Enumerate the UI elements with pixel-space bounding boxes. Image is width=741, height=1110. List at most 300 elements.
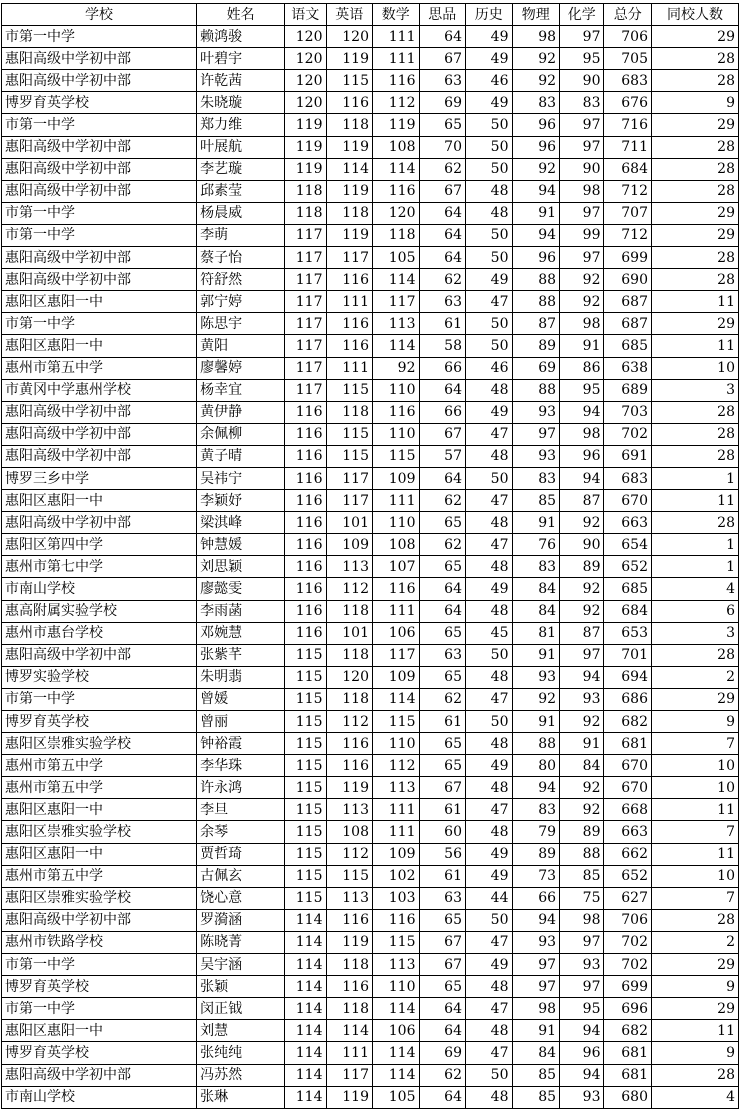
cell-chinese: 116 bbox=[285, 600, 326, 622]
cell-school: 市南山学校 bbox=[2, 1086, 197, 1108]
cell-english: 115 bbox=[326, 423, 373, 445]
cell-school: 惠阳高级中学初中部 bbox=[2, 136, 197, 158]
cell-school-count: 28 bbox=[652, 180, 739, 202]
cell-physics: 83 bbox=[512, 467, 560, 489]
cell-physics: 85 bbox=[512, 1064, 560, 1086]
cell-school: 惠阳高级中学初中部 bbox=[2, 401, 197, 423]
cell-english: 116 bbox=[326, 909, 373, 931]
cell-chinese: 114 bbox=[285, 976, 326, 998]
cell-english: 118 bbox=[326, 998, 373, 1020]
cell-chinese: 116 bbox=[285, 401, 326, 423]
cell-politics: 69 bbox=[419, 1042, 466, 1064]
table-row bbox=[2, 92, 739, 114]
cell-name: 张琳 bbox=[197, 1086, 285, 1108]
cell-chinese: 114 bbox=[285, 1042, 326, 1064]
cell-english: 117 bbox=[326, 467, 373, 489]
table-row bbox=[2, 291, 739, 313]
cell-history: 50 bbox=[466, 711, 513, 733]
cell-history: 47 bbox=[466, 688, 513, 710]
table-row bbox=[2, 26, 739, 48]
cell-chinese: 116 bbox=[285, 622, 326, 644]
cell-chemistry: 91 bbox=[560, 335, 604, 357]
table-row bbox=[2, 887, 739, 909]
cell-history: 49 bbox=[466, 26, 513, 48]
cell-total: 670 bbox=[604, 490, 652, 512]
cell-physics: 93 bbox=[512, 401, 560, 423]
cell-chemistry: 92 bbox=[560, 512, 604, 534]
cell-physics: 83 bbox=[512, 799, 560, 821]
cell-history: 49 bbox=[466, 401, 513, 423]
cell-politics: 70 bbox=[419, 136, 466, 158]
cell-total: 652 bbox=[604, 865, 652, 887]
cell-politics: 62 bbox=[419, 1064, 466, 1086]
cell-chemistry: 96 bbox=[560, 1042, 604, 1064]
table-row bbox=[2, 335, 739, 357]
cell-school-count: 4 bbox=[652, 1086, 739, 1108]
cell-physics: 88 bbox=[512, 291, 560, 313]
cell-school-count: 29 bbox=[652, 998, 739, 1020]
cell-chinese: 117 bbox=[285, 379, 326, 401]
cell-physics: 89 bbox=[512, 843, 560, 865]
cell-school: 惠阳区惠阳一中 bbox=[2, 335, 197, 357]
cell-math: 114 bbox=[373, 158, 420, 180]
cell-english: 112 bbox=[326, 843, 373, 865]
cell-chinese: 114 bbox=[285, 1020, 326, 1042]
cell-chemistry: 96 bbox=[560, 445, 604, 467]
cell-school: 市第一中学 bbox=[2, 998, 197, 1020]
cell-math: 111 bbox=[373, 26, 420, 48]
table-row bbox=[2, 1064, 739, 1086]
cell-school: 惠高附属实验学校 bbox=[2, 600, 197, 622]
cell-politics: 62 bbox=[419, 269, 466, 291]
cell-name: 闵正钺 bbox=[197, 998, 285, 1020]
cell-school: 博罗育英学校 bbox=[2, 92, 197, 114]
cell-chemistry: 93 bbox=[560, 1086, 604, 1108]
table-row bbox=[2, 865, 739, 887]
cell-physics: 98 bbox=[512, 998, 560, 1020]
cell-total: 670 bbox=[604, 777, 652, 799]
table-row bbox=[2, 688, 739, 710]
cell-name: 杨幸宜 bbox=[197, 379, 285, 401]
cell-school: 惠阳高级中学初中部 bbox=[2, 644, 197, 666]
cell-math: 115 bbox=[373, 445, 420, 467]
cell-school-count: 28 bbox=[652, 445, 739, 467]
table-row bbox=[2, 843, 739, 865]
cell-total: 683 bbox=[604, 467, 652, 489]
table-row bbox=[2, 931, 739, 953]
cell-math: 109 bbox=[373, 843, 420, 865]
cell-name: 李华珠 bbox=[197, 755, 285, 777]
cell-total: 670 bbox=[604, 755, 652, 777]
cell-politics: 62 bbox=[419, 158, 466, 180]
cell-english: 115 bbox=[326, 379, 373, 401]
cell-history: 49 bbox=[466, 843, 513, 865]
cell-math: 114 bbox=[373, 998, 420, 1020]
cell-history: 48 bbox=[466, 1086, 513, 1108]
cell-english: 112 bbox=[326, 711, 373, 733]
cell-chemistry: 94 bbox=[560, 666, 604, 688]
table-row bbox=[2, 1042, 739, 1064]
cell-school-count: 11 bbox=[652, 1020, 739, 1042]
cell-name: 李颖妤 bbox=[197, 490, 285, 512]
cell-politics: 64 bbox=[419, 578, 466, 600]
cell-history: 49 bbox=[466, 92, 513, 114]
cell-math: 92 bbox=[373, 357, 420, 379]
cell-math: 113 bbox=[373, 313, 420, 335]
cell-english: 118 bbox=[326, 401, 373, 423]
cell-chinese: 115 bbox=[285, 887, 326, 909]
cell-total: 627 bbox=[604, 887, 652, 909]
cell-school-count: 10 bbox=[652, 777, 739, 799]
cell-school-count: 28 bbox=[652, 70, 739, 92]
cell-math: 106 bbox=[373, 1020, 420, 1042]
cell-total: 699 bbox=[604, 976, 652, 998]
cell-name: 刘慧 bbox=[197, 1020, 285, 1042]
cell-chinese: 119 bbox=[285, 136, 326, 158]
cell-school: 惠州市第五中学 bbox=[2, 755, 197, 777]
cell-history: 50 bbox=[466, 1064, 513, 1086]
cell-history: 48 bbox=[466, 379, 513, 401]
cell-politics: 63 bbox=[419, 291, 466, 313]
cell-total: 687 bbox=[604, 291, 652, 313]
cell-politics: 65 bbox=[419, 666, 466, 688]
cell-total: 707 bbox=[604, 202, 652, 224]
header-chinese: 语文 bbox=[285, 4, 326, 26]
cell-chemistry: 89 bbox=[560, 821, 604, 843]
cell-politics: 64 bbox=[419, 467, 466, 489]
cell-chemistry: 97 bbox=[560, 644, 604, 666]
table-row bbox=[2, 70, 739, 92]
cell-total: 705 bbox=[604, 48, 652, 70]
cell-physics: 92 bbox=[512, 48, 560, 70]
cell-math: 103 bbox=[373, 887, 420, 909]
cell-school-count: 11 bbox=[652, 291, 739, 313]
cell-math: 120 bbox=[373, 202, 420, 224]
cell-chinese: 117 bbox=[285, 291, 326, 313]
cell-chinese: 114 bbox=[285, 998, 326, 1020]
cell-total: 663 bbox=[604, 512, 652, 534]
cell-history: 49 bbox=[466, 269, 513, 291]
cell-chinese: 120 bbox=[285, 48, 326, 70]
cell-school-count: 3 bbox=[652, 379, 739, 401]
cell-math: 110 bbox=[373, 733, 420, 755]
cell-total: 682 bbox=[604, 1020, 652, 1042]
cell-politics: 61 bbox=[419, 313, 466, 335]
table-row bbox=[2, 423, 739, 445]
table-row bbox=[2, 622, 739, 644]
cell-chemistry: 94 bbox=[560, 1020, 604, 1042]
cell-physics: 87 bbox=[512, 313, 560, 335]
cell-name: 冯苏然 bbox=[197, 1064, 285, 1086]
cell-name: 张颖 bbox=[197, 976, 285, 998]
cell-physics: 92 bbox=[512, 70, 560, 92]
table-row bbox=[2, 313, 739, 335]
cell-math: 108 bbox=[373, 136, 420, 158]
cell-name: 罗漪涵 bbox=[197, 909, 285, 931]
cell-english: 117 bbox=[326, 247, 373, 269]
cell-english: 116 bbox=[326, 269, 373, 291]
cell-physics: 91 bbox=[512, 1020, 560, 1042]
cell-english: 119 bbox=[326, 136, 373, 158]
cell-name: 叶展航 bbox=[197, 136, 285, 158]
cell-total: 654 bbox=[604, 534, 652, 556]
cell-chemistry: 97 bbox=[560, 931, 604, 953]
cell-school-count: 28 bbox=[652, 136, 739, 158]
cell-physics: 97 bbox=[512, 954, 560, 976]
cell-history: 46 bbox=[466, 70, 513, 92]
cell-politics: 66 bbox=[419, 357, 466, 379]
cell-history: 47 bbox=[466, 490, 513, 512]
cell-history: 49 bbox=[466, 48, 513, 70]
table-row bbox=[2, 467, 739, 489]
cell-english: 117 bbox=[326, 490, 373, 512]
cell-school: 惠阳区崇雅实验学校 bbox=[2, 733, 197, 755]
cell-name: 曾丽 bbox=[197, 711, 285, 733]
cell-name: 赖鸿骏 bbox=[197, 26, 285, 48]
cell-name: 郭宁婷 bbox=[197, 291, 285, 313]
cell-school: 惠阳区崇雅实验学校 bbox=[2, 887, 197, 909]
table-row bbox=[2, 512, 739, 534]
cell-english: 119 bbox=[326, 777, 373, 799]
cell-math: 106 bbox=[373, 622, 420, 644]
table-row bbox=[2, 711, 739, 733]
cell-physics: 91 bbox=[512, 512, 560, 534]
cell-school: 市第一中学 bbox=[2, 202, 197, 224]
cell-history: 46 bbox=[466, 357, 513, 379]
cell-english: 114 bbox=[326, 1020, 373, 1042]
cell-chinese: 117 bbox=[285, 357, 326, 379]
cell-physics: 80 bbox=[512, 755, 560, 777]
cell-school: 博罗实验学校 bbox=[2, 666, 197, 688]
cell-school: 惠州市第五中学 bbox=[2, 777, 197, 799]
cell-school-count: 2 bbox=[652, 931, 739, 953]
cell-english: 117 bbox=[326, 1064, 373, 1086]
table-row bbox=[2, 556, 739, 578]
cell-math: 118 bbox=[373, 224, 420, 246]
table-row bbox=[2, 114, 739, 136]
cell-school: 惠阳区惠阳一中 bbox=[2, 843, 197, 865]
cell-chemistry: 98 bbox=[560, 423, 604, 445]
cell-math: 114 bbox=[373, 688, 420, 710]
cell-english: 120 bbox=[326, 666, 373, 688]
cell-name: 朱明翡 bbox=[197, 666, 285, 688]
cell-history: 50 bbox=[466, 136, 513, 158]
cell-total: 712 bbox=[604, 224, 652, 246]
cell-math: 110 bbox=[373, 976, 420, 998]
cell-total: 684 bbox=[604, 600, 652, 622]
cell-school: 惠阳区惠阳一中 bbox=[2, 490, 197, 512]
cell-politics: 64 bbox=[419, 202, 466, 224]
cell-total: 712 bbox=[604, 180, 652, 202]
cell-english: 120 bbox=[326, 26, 373, 48]
cell-history: 48 bbox=[466, 976, 513, 998]
cell-math: 114 bbox=[373, 269, 420, 291]
cell-politics: 69 bbox=[419, 92, 466, 114]
cell-physics: 97 bbox=[512, 423, 560, 445]
cell-politics: 64 bbox=[419, 379, 466, 401]
header-row bbox=[2, 4, 739, 26]
header-chemistry: 化学 bbox=[560, 4, 604, 26]
cell-politics: 58 bbox=[419, 335, 466, 357]
cell-history: 45 bbox=[466, 622, 513, 644]
cell-history: 47 bbox=[466, 799, 513, 821]
cell-math: 111 bbox=[373, 600, 420, 622]
cell-math: 111 bbox=[373, 799, 420, 821]
cell-math: 105 bbox=[373, 1086, 420, 1108]
cell-chinese: 116 bbox=[285, 512, 326, 534]
cell-politics: 65 bbox=[419, 755, 466, 777]
cell-physics: 91 bbox=[512, 644, 560, 666]
cell-school-count: 29 bbox=[652, 114, 739, 136]
table-row bbox=[2, 136, 739, 158]
cell-chinese: 115 bbox=[285, 666, 326, 688]
cell-name: 郑力维 bbox=[197, 114, 285, 136]
cell-physics: 79 bbox=[512, 821, 560, 843]
cell-name: 廖懿雯 bbox=[197, 578, 285, 600]
cell-school-count: 7 bbox=[652, 733, 739, 755]
table-row bbox=[2, 954, 739, 976]
cell-name: 李雨菡 bbox=[197, 600, 285, 622]
cell-history: 48 bbox=[466, 180, 513, 202]
cell-math: 109 bbox=[373, 467, 420, 489]
cell-chinese: 116 bbox=[285, 423, 326, 445]
cell-history: 50 bbox=[466, 224, 513, 246]
cell-total: 702 bbox=[604, 931, 652, 953]
cell-chinese: 115 bbox=[285, 843, 326, 865]
table-row bbox=[2, 180, 739, 202]
cell-physics: 98 bbox=[512, 26, 560, 48]
cell-english: 116 bbox=[326, 733, 373, 755]
cell-chinese: 116 bbox=[285, 490, 326, 512]
cell-politics: 56 bbox=[419, 843, 466, 865]
cell-chinese: 117 bbox=[285, 247, 326, 269]
table-row bbox=[2, 490, 739, 512]
cell-total: 685 bbox=[604, 578, 652, 600]
cell-history: 47 bbox=[466, 998, 513, 1020]
cell-math: 111 bbox=[373, 48, 420, 70]
cell-politics: 67 bbox=[419, 180, 466, 202]
cell-chinese: 117 bbox=[285, 313, 326, 335]
cell-chinese: 116 bbox=[285, 578, 326, 600]
cell-chemistry: 98 bbox=[560, 180, 604, 202]
cell-chemistry: 93 bbox=[560, 688, 604, 710]
cell-name: 廖馨婷 bbox=[197, 357, 285, 379]
cell-school-count: 1 bbox=[652, 534, 739, 556]
score-table bbox=[1, 3, 739, 1109]
table-row bbox=[2, 158, 739, 180]
cell-math: 111 bbox=[373, 490, 420, 512]
cell-chemistry: 89 bbox=[560, 556, 604, 578]
cell-school: 市第一中学 bbox=[2, 688, 197, 710]
cell-math: 116 bbox=[373, 70, 420, 92]
cell-chinese: 115 bbox=[285, 821, 326, 843]
table-row bbox=[2, 48, 739, 70]
cell-school: 惠阳区惠阳一中 bbox=[2, 291, 197, 313]
cell-politics: 67 bbox=[419, 48, 466, 70]
cell-chinese: 115 bbox=[285, 688, 326, 710]
cell-physics: 83 bbox=[512, 92, 560, 114]
cell-school: 博罗育英学校 bbox=[2, 711, 197, 733]
cell-name: 陈思宇 bbox=[197, 313, 285, 335]
cell-physics: 96 bbox=[512, 247, 560, 269]
cell-school: 惠阳高级中学初中部 bbox=[2, 158, 197, 180]
cell-name: 黄伊静 bbox=[197, 401, 285, 423]
cell-math: 114 bbox=[373, 1064, 420, 1086]
cell-school-count: 11 bbox=[652, 799, 739, 821]
table-row bbox=[2, 357, 739, 379]
cell-total: 716 bbox=[604, 114, 652, 136]
cell-math: 112 bbox=[373, 92, 420, 114]
cell-chinese: 115 bbox=[285, 755, 326, 777]
cell-math: 119 bbox=[373, 114, 420, 136]
cell-chinese: 119 bbox=[285, 158, 326, 180]
cell-total: 663 bbox=[604, 821, 652, 843]
cell-name: 钟裕霞 bbox=[197, 733, 285, 755]
cell-school: 惠阳高级中学初中部 bbox=[2, 180, 197, 202]
cell-total: 702 bbox=[604, 423, 652, 445]
cell-chinese: 114 bbox=[285, 909, 326, 931]
cell-school: 惠阳高级中学初中部 bbox=[2, 48, 197, 70]
cell-history: 50 bbox=[466, 909, 513, 931]
cell-school-count: 10 bbox=[652, 865, 739, 887]
cell-chemistry: 97 bbox=[560, 26, 604, 48]
cell-physics: 93 bbox=[512, 666, 560, 688]
cell-school-count: 28 bbox=[652, 1064, 739, 1086]
cell-chinese: 116 bbox=[285, 534, 326, 556]
cell-chinese: 118 bbox=[285, 202, 326, 224]
cell-politics: 67 bbox=[419, 931, 466, 953]
cell-total: 696 bbox=[604, 998, 652, 1020]
cell-chinese: 115 bbox=[285, 799, 326, 821]
cell-english: 111 bbox=[326, 357, 373, 379]
cell-math: 117 bbox=[373, 291, 420, 313]
cell-english: 111 bbox=[326, 291, 373, 313]
cell-name: 吴宇涵 bbox=[197, 954, 285, 976]
cell-school: 惠阳区第四中学 bbox=[2, 534, 197, 556]
cell-chinese: 117 bbox=[285, 335, 326, 357]
cell-school: 惠阳高级中学初中部 bbox=[2, 1064, 197, 1086]
cell-physics: 69 bbox=[512, 357, 560, 379]
cell-politics: 61 bbox=[419, 865, 466, 887]
cell-school-count: 28 bbox=[652, 269, 739, 291]
cell-politics: 67 bbox=[419, 954, 466, 976]
cell-school: 市南山学校 bbox=[2, 578, 197, 600]
cell-english: 101 bbox=[326, 512, 373, 534]
cell-name: 符舒然 bbox=[197, 269, 285, 291]
cell-school-count: 9 bbox=[652, 711, 739, 733]
cell-history: 48 bbox=[466, 821, 513, 843]
cell-total: 702 bbox=[604, 954, 652, 976]
cell-school: 惠阳高级中学初中部 bbox=[2, 909, 197, 931]
cell-politics: 65 bbox=[419, 733, 466, 755]
cell-history: 49 bbox=[466, 578, 513, 600]
table-row bbox=[2, 224, 739, 246]
cell-chemistry: 90 bbox=[560, 534, 604, 556]
cell-chinese: 116 bbox=[285, 445, 326, 467]
cell-chemistry: 95 bbox=[560, 998, 604, 1020]
cell-school: 博罗育英学校 bbox=[2, 1042, 197, 1064]
cell-total: 689 bbox=[604, 379, 652, 401]
cell-name: 陈晓菁 bbox=[197, 931, 285, 953]
cell-school-count: 7 bbox=[652, 821, 739, 843]
table-row bbox=[2, 821, 739, 843]
cell-total: 662 bbox=[604, 843, 652, 865]
cell-school-count: 28 bbox=[652, 158, 739, 180]
cell-chemistry: 90 bbox=[560, 158, 604, 180]
cell-school: 市第一中学 bbox=[2, 224, 197, 246]
cell-english: 116 bbox=[326, 335, 373, 357]
cell-history: 48 bbox=[466, 666, 513, 688]
